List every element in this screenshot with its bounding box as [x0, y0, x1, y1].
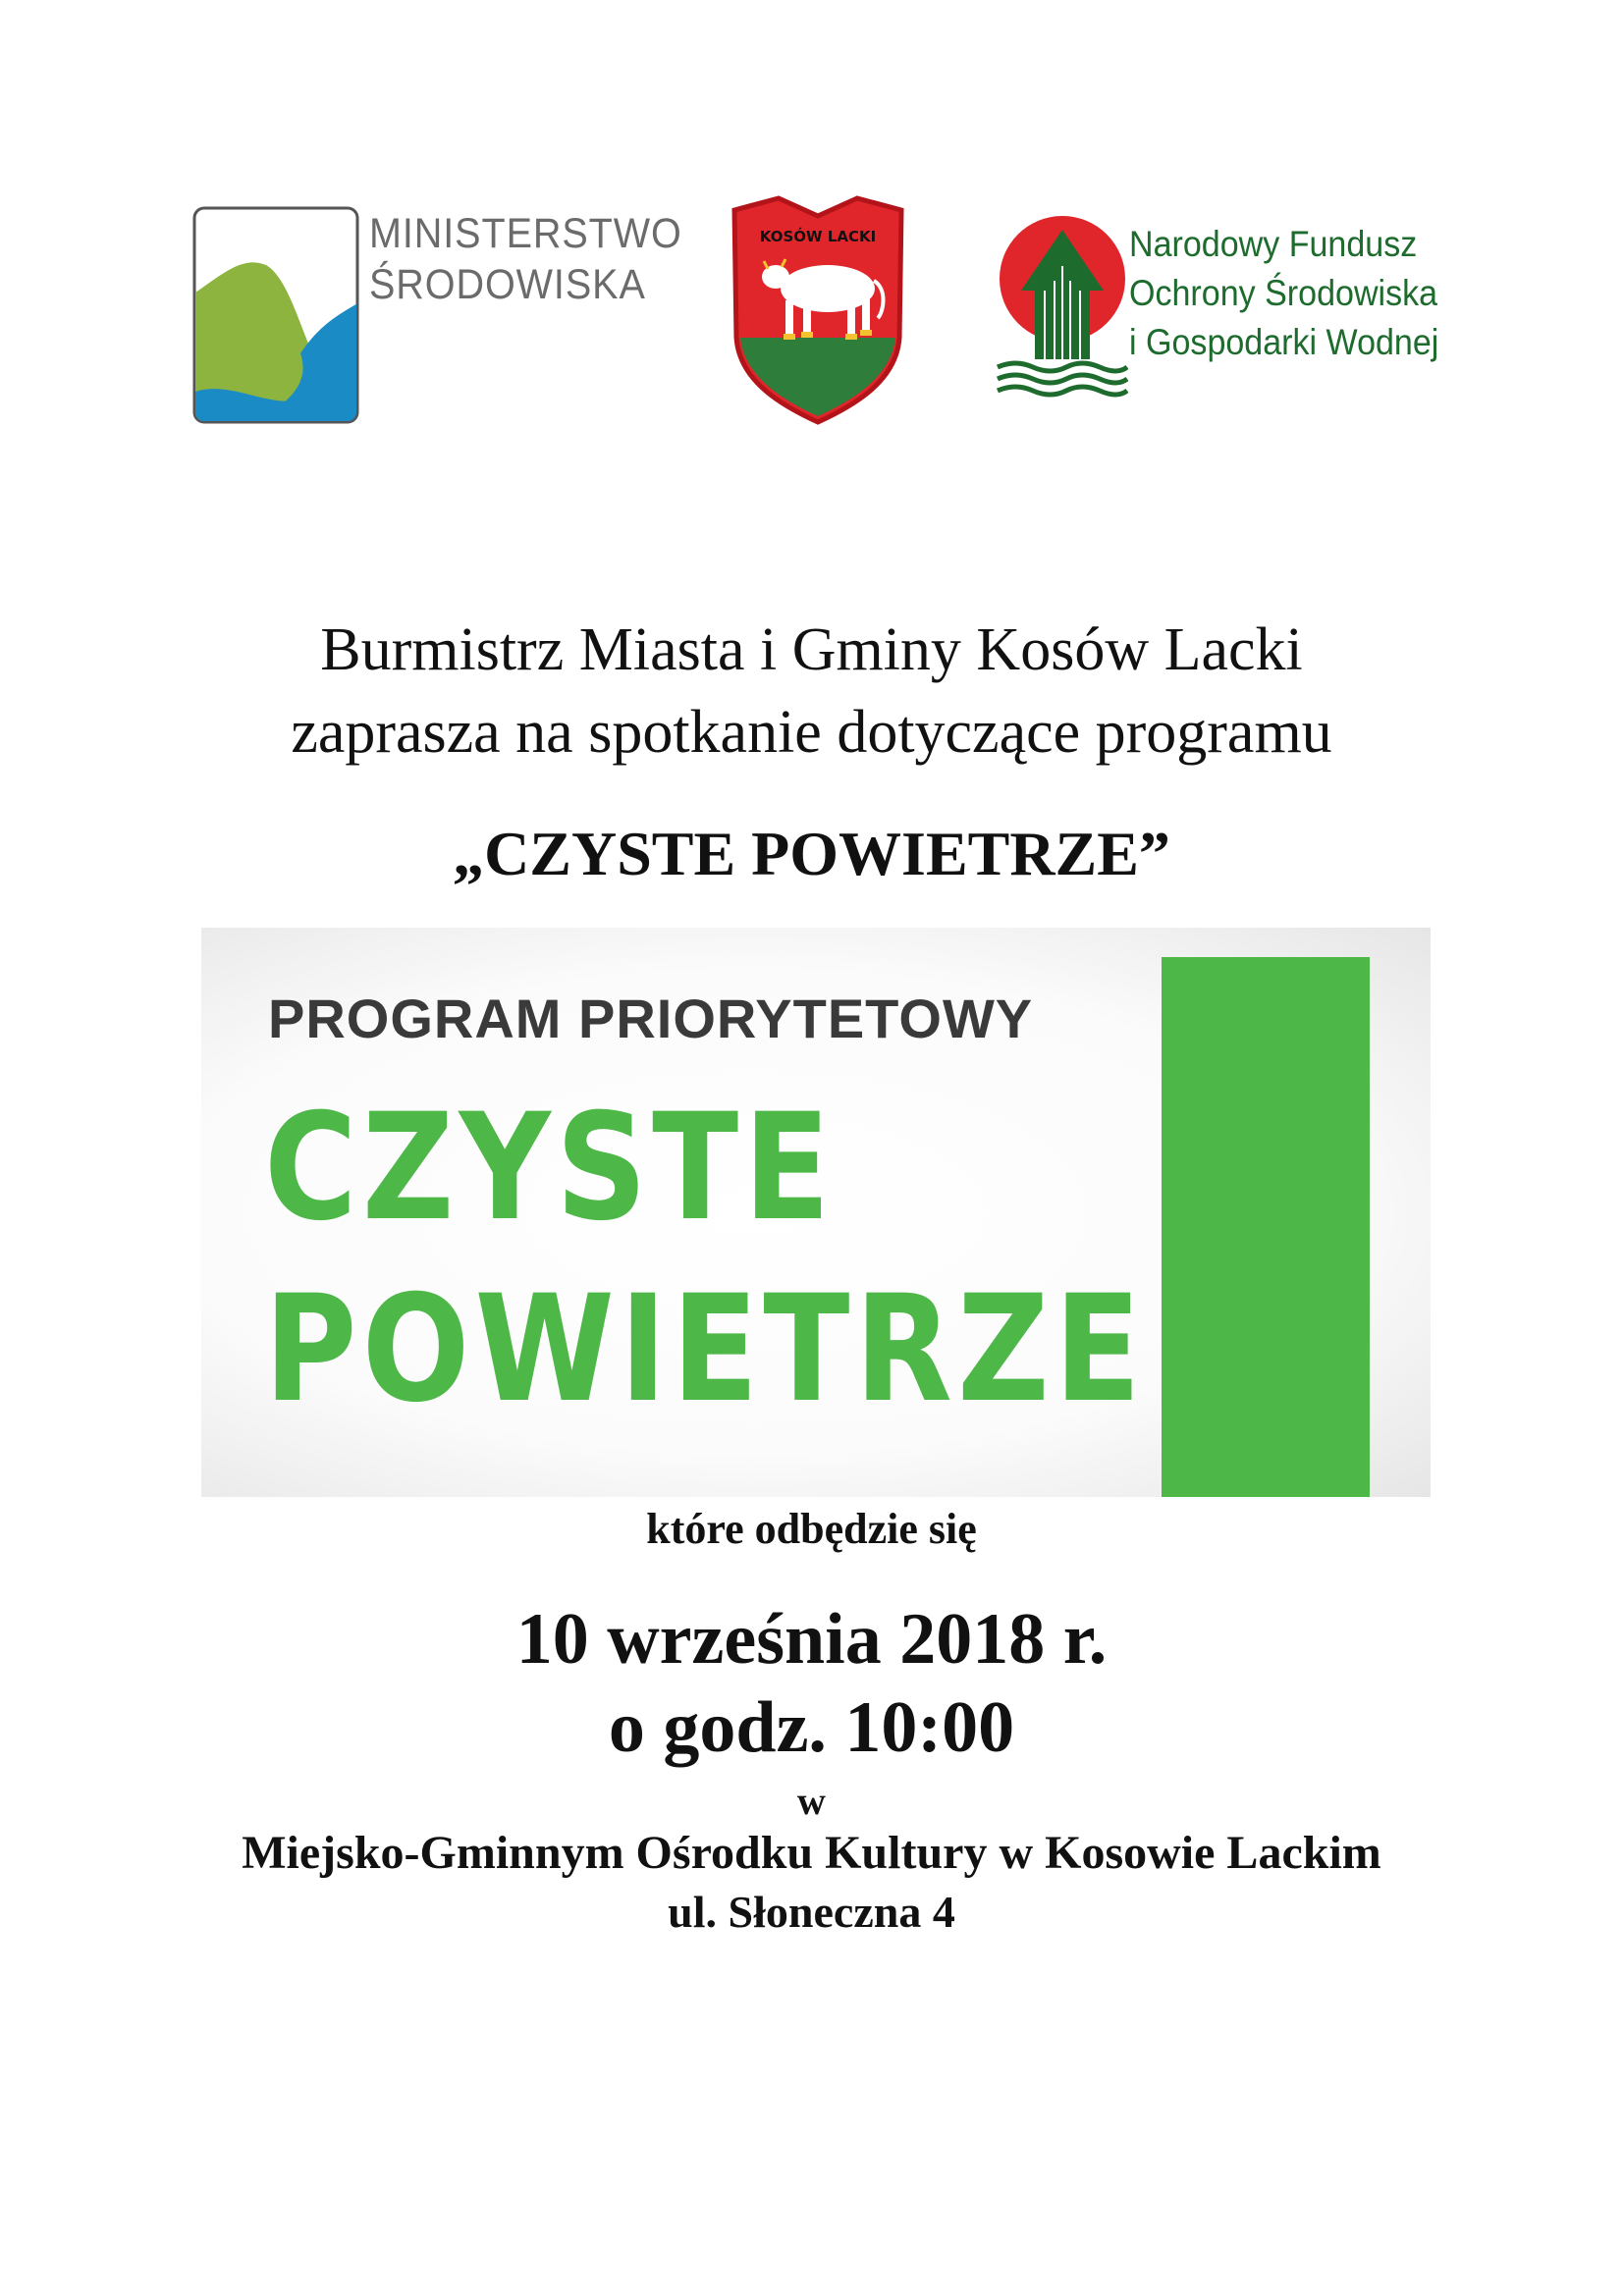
banner-subtitle: PROGRAM PRIORYTETOWY: [268, 988, 1034, 1049]
fund-line2: Ochrony Środowiska: [1129, 273, 1438, 313]
event-time: o godz. 10:00: [608, 1687, 1015, 1768]
ministry-line2: ŚRODOWISKA: [369, 261, 646, 308]
fund-name: [1129, 220, 1438, 367]
event-venue: Miejsko-Gminnym Ośrodku Kultury w Kosowie Lackim: [242, 1827, 1381, 1879]
event-preposition: w: [797, 1779, 826, 1823]
fund-line3: i Gospodarki Wodnej: [1129, 322, 1439, 362]
event-date: 10 września 2018 r.: [515, 1599, 1108, 1680]
ministry-name: [369, 208, 682, 310]
banner-title-line1: CZYSTE: [264, 1083, 836, 1254]
intro-text: [0, 609, 1623, 774]
intro-line2: zaprasza na spotkanie dotyczące programu: [291, 699, 1332, 766]
intro-line1: Burmistrz Miasta i Gminy Kosów Lacki: [320, 616, 1303, 683]
ministry-logo-icon: [192, 206, 359, 424]
banner-title-line2: POWIETRZE: [264, 1264, 1147, 1435]
nfosigw-logo-icon: [996, 212, 1128, 399]
ministry-line1: MINISTERSTWO: [369, 210, 682, 257]
fund-line1: Narodowy Fundusz: [1129, 224, 1418, 264]
kosow-lacki-crest: [725, 190, 911, 426]
program-banner: [201, 928, 1431, 1497]
program-title: „CZYSTE POWIETRZE”: [453, 819, 1170, 888]
banner-green-bar: [1162, 957, 1370, 1497]
event-intro: które odbędzie się: [646, 1505, 977, 1553]
event-address: ul. Słoneczna 4: [668, 1887, 955, 1937]
crest-label: KOSÓW LACKI: [759, 228, 877, 245]
